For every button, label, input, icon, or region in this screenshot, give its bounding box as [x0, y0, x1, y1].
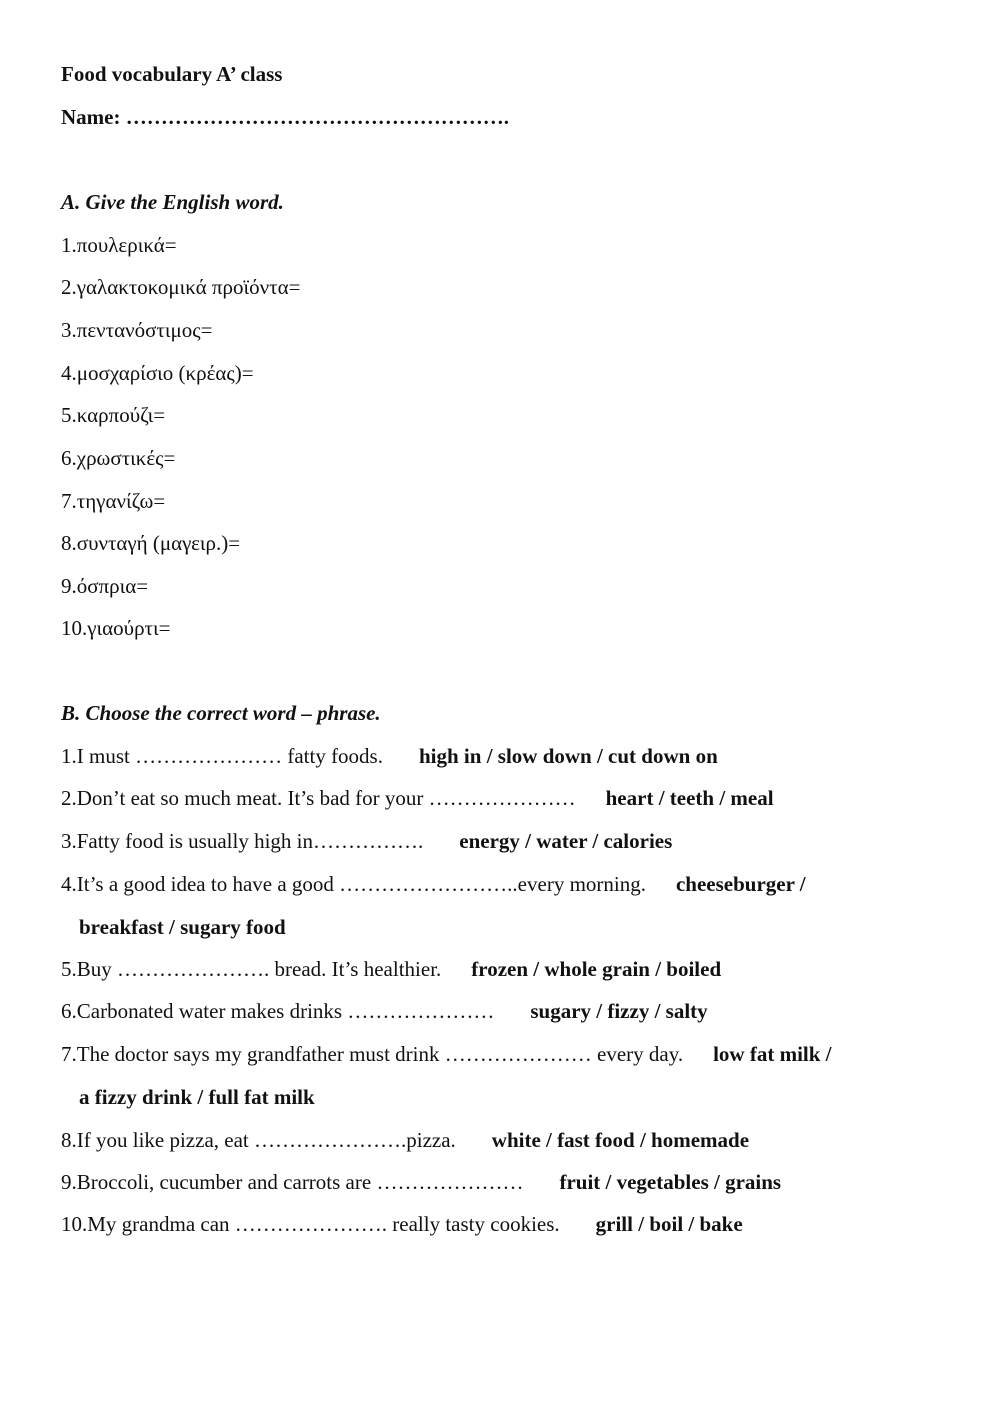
section-b-item: [61, 872, 806, 896]
sentence-text: 4.It’s a good idea to have a good ……………………..every morning.: [61, 872, 646, 896]
sentence-text: 3.Fatty food is usually high in…………….: [61, 829, 424, 853]
section-a-item: 3.πεντανόστιμος=: [61, 318, 213, 342]
section-b-item: [61, 829, 672, 853]
section-a-heading: A. Give the English word.: [61, 190, 284, 214]
section-b-item: [61, 786, 774, 810]
section-a-item: 9.όσπρια=: [61, 574, 149, 598]
section-a-item: 8.συνταγή (μαγειρ.)=: [61, 531, 241, 555]
answer-options: sugary / fizzy / salty: [530, 999, 708, 1023]
answer-options: grill / boil / bake: [595, 1212, 743, 1236]
sentence-text: 5.Buy …………………. bread. It’s healthier.: [61, 957, 442, 981]
answer-options-continued: a fizzy drink / full fat milk: [79, 1085, 315, 1109]
answer-options: frozen / whole grain / boiled: [471, 957, 722, 981]
section-b-item: [61, 1170, 781, 1194]
sentence-text: 9.Broccoli, cucumber and carrots are …………………: [61, 1170, 524, 1194]
section-a-item: 5.καρπούζι=: [61, 403, 166, 427]
section-a-item: 10.γιαούρτι=: [61, 616, 171, 640]
section-a-item: 6.χρωστικές=: [61, 446, 176, 470]
section-b-item: [61, 1042, 832, 1066]
section-b-item: [61, 744, 718, 768]
worksheet-title: Food vocabulary A’ class: [61, 62, 283, 86]
sentence-text: 7.The doctor says my grandfather must drink ………………… every day.: [61, 1042, 684, 1066]
sentence-text: 2.Don’t eat so much meat. It’s bad for your …………………: [61, 786, 576, 810]
section-b-item: [61, 957, 721, 981]
answer-options: white / fast food / homemade: [491, 1128, 750, 1152]
section-b-heading: B. Choose the correct word – phrase.: [61, 701, 381, 725]
section-b-item: [61, 999, 708, 1023]
sentence-text: 10.My grandma can …………………. really tasty cookies.: [61, 1212, 560, 1236]
section-b-item: [61, 1128, 749, 1152]
section-a-item: 2.γαλακτοκομικά προϊόντα=: [61, 275, 301, 299]
section-b-item: [61, 1212, 743, 1236]
name-line: Name: ……………………………………………….: [61, 105, 509, 129]
answer-options: heart / teeth / meal: [605, 786, 774, 810]
answer-options-continued: breakfast / sugary food: [79, 915, 286, 939]
answer-options: low fat milk /: [713, 1042, 832, 1066]
sentence-text: 8.If you like pizza, eat ………………….pizza.: [61, 1128, 456, 1152]
section-a-item: 4.μοσχαρίσιο (κρέας)=: [61, 361, 254, 385]
answer-options: fruit / vegetables / grains: [559, 1170, 782, 1194]
answer-options: energy / water / calories: [459, 829, 673, 853]
section-a-item: 7.τηγανίζω=: [61, 489, 166, 513]
answer-options: high in / slow down / cut down on: [418, 744, 718, 768]
answer-options: cheeseburger /: [675, 872, 806, 896]
sentence-text: 6.Carbonated water makes drinks …………………: [61, 999, 495, 1023]
section-a-item: 1.πουλερικά=: [61, 233, 177, 257]
sentence-text: 1.I must ………………… fatty foods.: [61, 744, 383, 768]
